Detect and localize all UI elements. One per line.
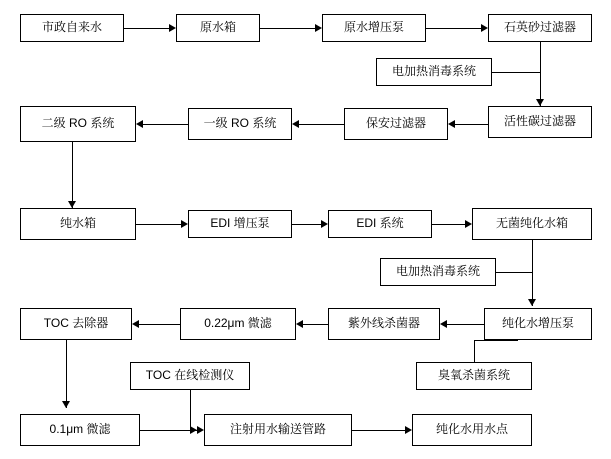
connector-n13-n15	[532, 240, 533, 306]
arrowhead-n16-n17	[296, 320, 303, 328]
node-security-filter: 保安过滤器	[344, 108, 448, 140]
node-electric-heating-disinfection-2: 电加热消毒系统	[380, 258, 496, 286]
node-primary-ro-system: 一级 RO 系统	[188, 108, 292, 140]
node-022-micron-microfiltration: 0.22μm 微滤	[180, 308, 296, 340]
node-toc-online-detector: TOC 在线检测仪	[130, 362, 250, 390]
connector-n10-n11	[136, 224, 181, 225]
node-secondary-ro-system: 二级 RO 系统	[20, 106, 136, 142]
node-water-for-injection-pipeline: 注射用水输送管路	[204, 414, 352, 446]
connector-toc-detector-down	[190, 390, 191, 430]
arrowhead-n8-n9	[136, 120, 143, 128]
connector-n2-n3	[260, 28, 315, 29]
node-01-micron-microfiltration: 0.1μm 微滤	[20, 414, 140, 446]
node-raw-water-booster-pump: 原水增压泵	[322, 14, 426, 42]
arrowhead-n12-n13	[465, 220, 472, 228]
connector-n12-n13	[432, 224, 465, 225]
node-pure-water-tank: 纯水箱	[20, 208, 136, 240]
connector-n21-n22	[140, 430, 197, 431]
node-electric-heating-disinfection-1: 电加热消毒系统	[376, 58, 492, 86]
connector-n8-n9	[143, 124, 188, 125]
node-uv-sterilizer: 紫外线杀菌器	[328, 308, 440, 340]
node-purified-water-booster-pump: 纯化水增压泵	[484, 308, 592, 340]
node-quartz-sand-filter: 石英砂过滤器	[488, 14, 592, 42]
arrowhead-n6-n7	[448, 120, 455, 128]
connector-n6-n7	[455, 124, 488, 125]
connector-ozone-to-pump	[474, 340, 518, 341]
node-raw-water-tank: 原水箱	[176, 14, 260, 42]
node-sterile-purified-water-tank: 无菌纯化水箱	[472, 208, 592, 240]
node-municipal-tap-water: 市政自来水	[20, 14, 124, 42]
connector-n22-n23	[352, 430, 405, 431]
connector-n5-spine	[492, 72, 540, 73]
connector-n7-n8	[299, 124, 344, 125]
arrowhead-n3-n4	[481, 24, 488, 32]
arrowhead-n13-n15	[528, 299, 536, 306]
arrowhead-n10-n11	[181, 220, 188, 228]
arrowhead-n11-n12	[321, 220, 328, 228]
arrowhead-n2-n3	[315, 24, 322, 32]
arrowhead-n17-n18	[132, 320, 139, 328]
connector-n14-spine	[496, 272, 532, 273]
connector-n9-n10	[72, 142, 73, 208]
arrowhead-n18-n21	[62, 401, 70, 408]
connector-n17-n18	[139, 324, 180, 325]
node-activated-carbon-filter: 活性碳过滤器	[488, 106, 592, 138]
connector-n3-n4	[426, 28, 481, 29]
arrowhead-n22-n23	[405, 426, 412, 434]
arrowhead-n15-n16	[440, 320, 447, 328]
connector-ozone-up	[474, 340, 475, 362]
connector-n4-n6	[540, 42, 541, 106]
arrowhead-n9-n10	[68, 201, 76, 208]
arrowhead-n1-n2	[169, 24, 176, 32]
node-purified-water-use-point: 纯化水用水点	[412, 414, 532, 446]
node-toc-remover: TOC 去除器	[20, 308, 132, 340]
node-ozone-sterilization-system: 臭氧杀菌系统	[416, 362, 532, 390]
arrowhead-n4-n6	[536, 99, 544, 106]
node-edi-booster-pump: EDI 增压泵	[188, 210, 292, 238]
connector-n15-n16	[447, 324, 484, 325]
node-edi-system: EDI 系统	[328, 210, 432, 238]
connector-n18-n21	[66, 340, 67, 408]
connector-n11-n12	[292, 224, 321, 225]
connector-n16-n17	[303, 324, 328, 325]
connector-n1-n2	[124, 28, 169, 29]
arrowhead-n21-n22	[197, 426, 204, 434]
arrowhead-toc-detector-pipeline	[190, 426, 197, 434]
arrowhead-n7-n8	[292, 120, 299, 128]
